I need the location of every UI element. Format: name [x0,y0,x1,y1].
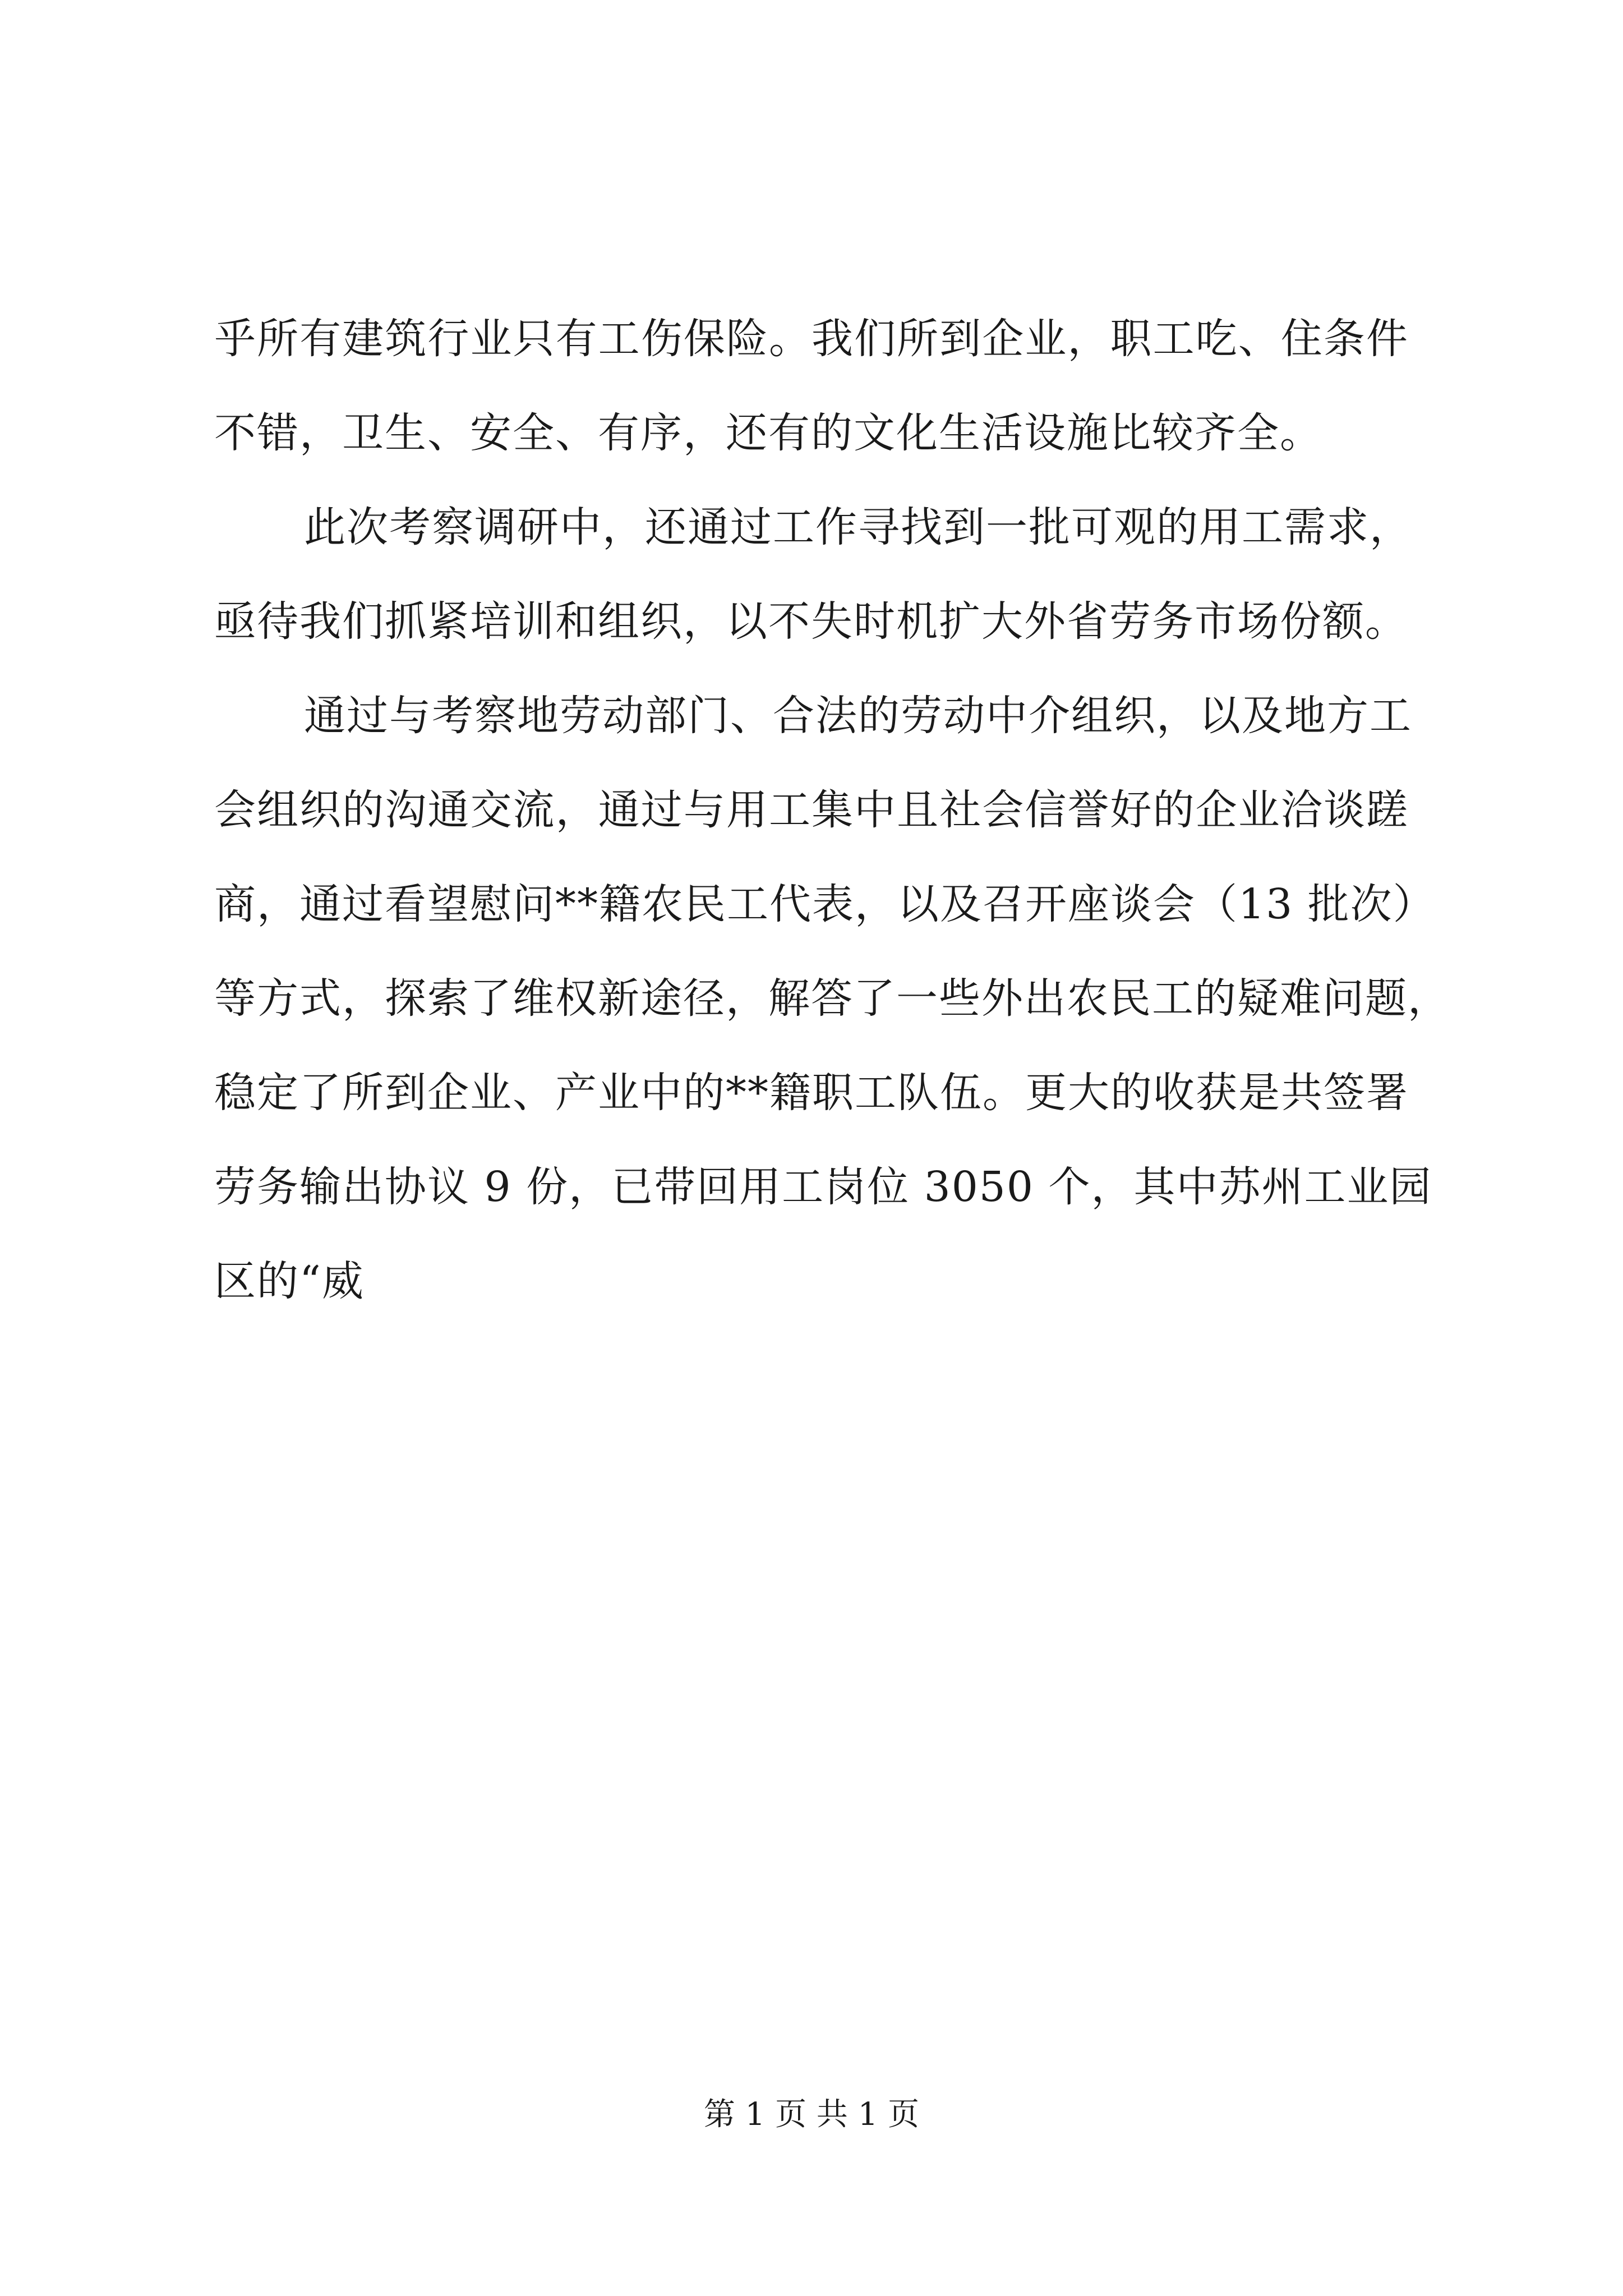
page-number-footer: 第 1 页 共 1 页 [703,2096,920,2133]
paragraph-2-line-2: 亟待我们抓紧培训和组织，以不失时机扩大外省劳务市场份额。 [214,597,1408,646]
paragraph-3-line-4: 等方式，探索了维权新途径，解答了一些外出农民工的疑难问题， [214,974,1450,1023]
paragraph-3-line-3: 商，通过看望慰问**籍农民工代表，以及召开座谈会（13 批次） [214,880,1436,928]
paragraph-3-line-5: 稳定了所到企业、产业中的**籍职工队伍。更大的收获是共签署 [214,1069,1409,1117]
paragraph-1-line-2: 不错，卫生、安全、有序，还有的文化生活设施比较齐全。 [214,409,1322,457]
paragraph-3-line-2: 会组织的沟通交流，通过与用工集中且社会信誉好的企业洽谈蹉 [214,786,1409,834]
paragraph-2-line-1: 此次考察调研中，还通过工作寻找到一批可观的用工需求， [304,503,1412,551]
paragraph-3-line-1: 通过与考察地劳动部门、合法的劳动中介组织，以及地方工 [304,692,1412,740]
paragraph-1-line-1: 乎所有建筑行业只有工伤保险。我们所到企业，职工吃、住条件 [214,315,1409,363]
paragraph-3-line-7: 区的“威 [214,1257,365,1305]
document-body [214,292,1450,1328]
paragraph-3-line-6: 劳务输出协议 9 份，已带回用工岗位 3050 个，其中苏州工业园 [214,1163,1432,1211]
